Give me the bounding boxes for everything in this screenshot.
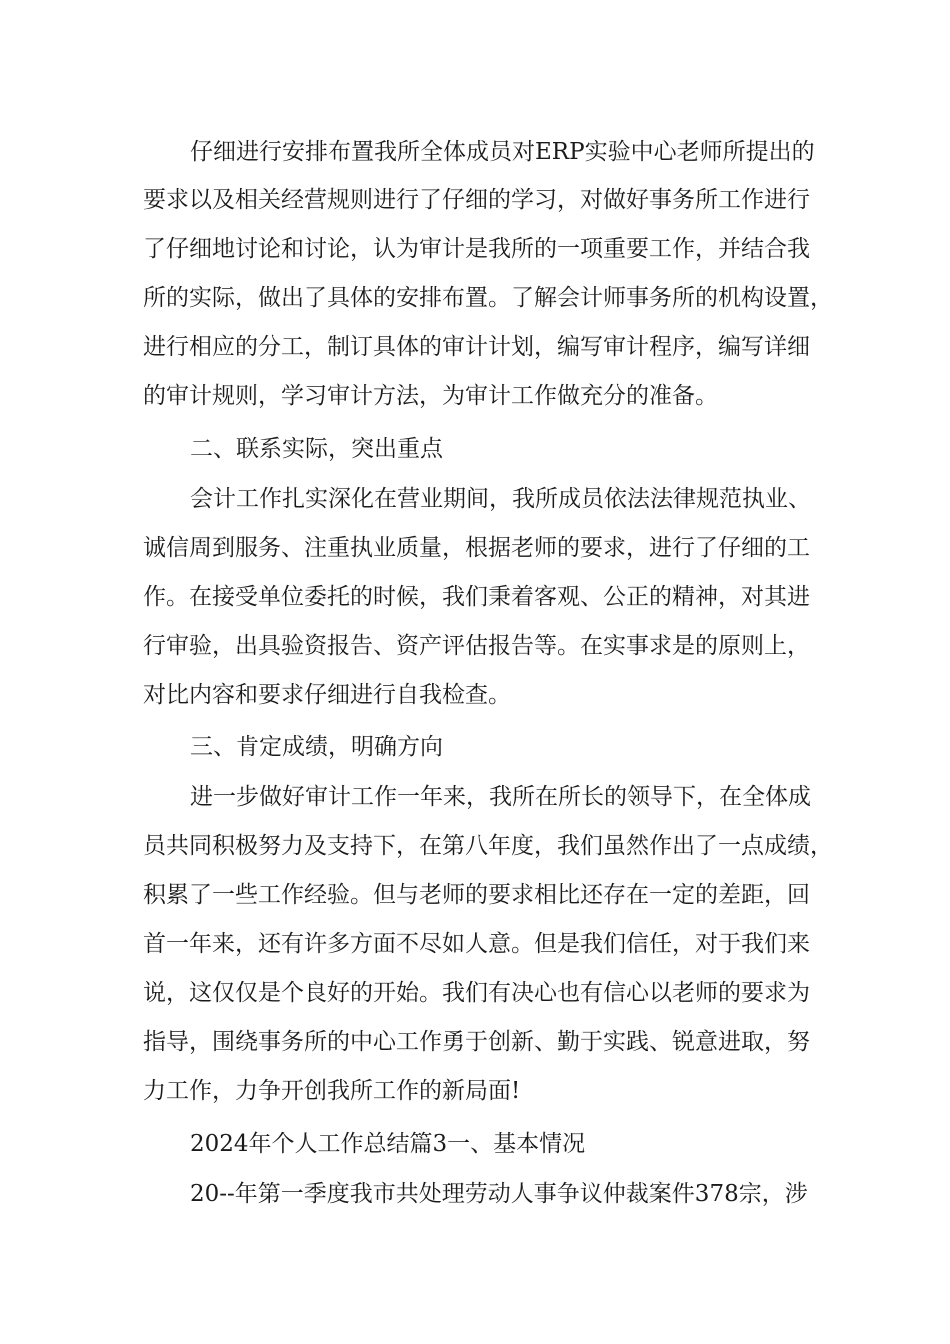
- section-heading: 三、肯定成绩，明确方向: [190, 734, 443, 760]
- text-line: 员共同积极努力及支持下，在第八年度，我们虽然作出了一点成绩，: [143, 833, 833, 859]
- text-line: 所的实际，做出了具体的安排布置。了解会计师事务所的机构设置，: [143, 285, 833, 311]
- text-line: 要求以及相关经营规则进行了仔细的学习，对做好事务所工作进行: [143, 187, 810, 213]
- text-line: 仔细进行安排布置我所全体成员对ERP实验中心老师所提出的: [190, 139, 815, 165]
- text-line: 诚信周到服务、注重执业质量，根据老师的要求，进行了仔细的工: [143, 535, 810, 561]
- text-line: 会计工作扎实深化在营业期间，我所成员依法法律规范执业、: [190, 486, 811, 512]
- text-line: 进一步做好审计工作一年来，我所在所长的领导下，在全体成: [190, 784, 811, 810]
- text-line: 积累了一些工作经验。但与老师的要求相比还存在一定的差距，回: [143, 882, 810, 908]
- text-line: 力工作，力争开创我所工作的新局面!: [143, 1078, 521, 1104]
- text-line: 首一年来，还有许多方面不尽如人意。但是我们信任，对于我们来: [143, 931, 810, 957]
- text-line: 了仔细地讨论和讨论，认为审计是我所的一项重要工作，并结合我: [143, 236, 810, 262]
- section-heading: 2024年个人工作总结篇3一、基本情况: [190, 1131, 586, 1157]
- text-line: 行审验，出具验资报告、资产评估报告等。在实事求是的原则上，: [143, 633, 810, 659]
- text-line: 的审计规则，学习审计方法，为审计工作做充分的准备。: [143, 383, 718, 409]
- text-line: 说，这仅仅是个良好的开始。我们有决心也有信心以老师的要求为: [143, 980, 810, 1006]
- text-line: 指导，围绕事务所的中心工作勇于创新、勤于实践、锐意进取，努: [143, 1029, 810, 1055]
- text-line: 对比内容和要求仔细进行自我检查。: [143, 682, 511, 708]
- text-line: 20--年第一季度我市共处理劳动人事争议仲裁案件378宗，涉: [190, 1181, 808, 1207]
- section-heading: 二、联系实际，突出重点: [190, 436, 443, 462]
- text-line: 作。在接受单位委托的时候，我们秉着客观、公正的精神，对其进: [143, 584, 810, 610]
- text-line: 进行相应的分工，制订具体的审计计划，编写审计程序，编写详细: [143, 334, 810, 360]
